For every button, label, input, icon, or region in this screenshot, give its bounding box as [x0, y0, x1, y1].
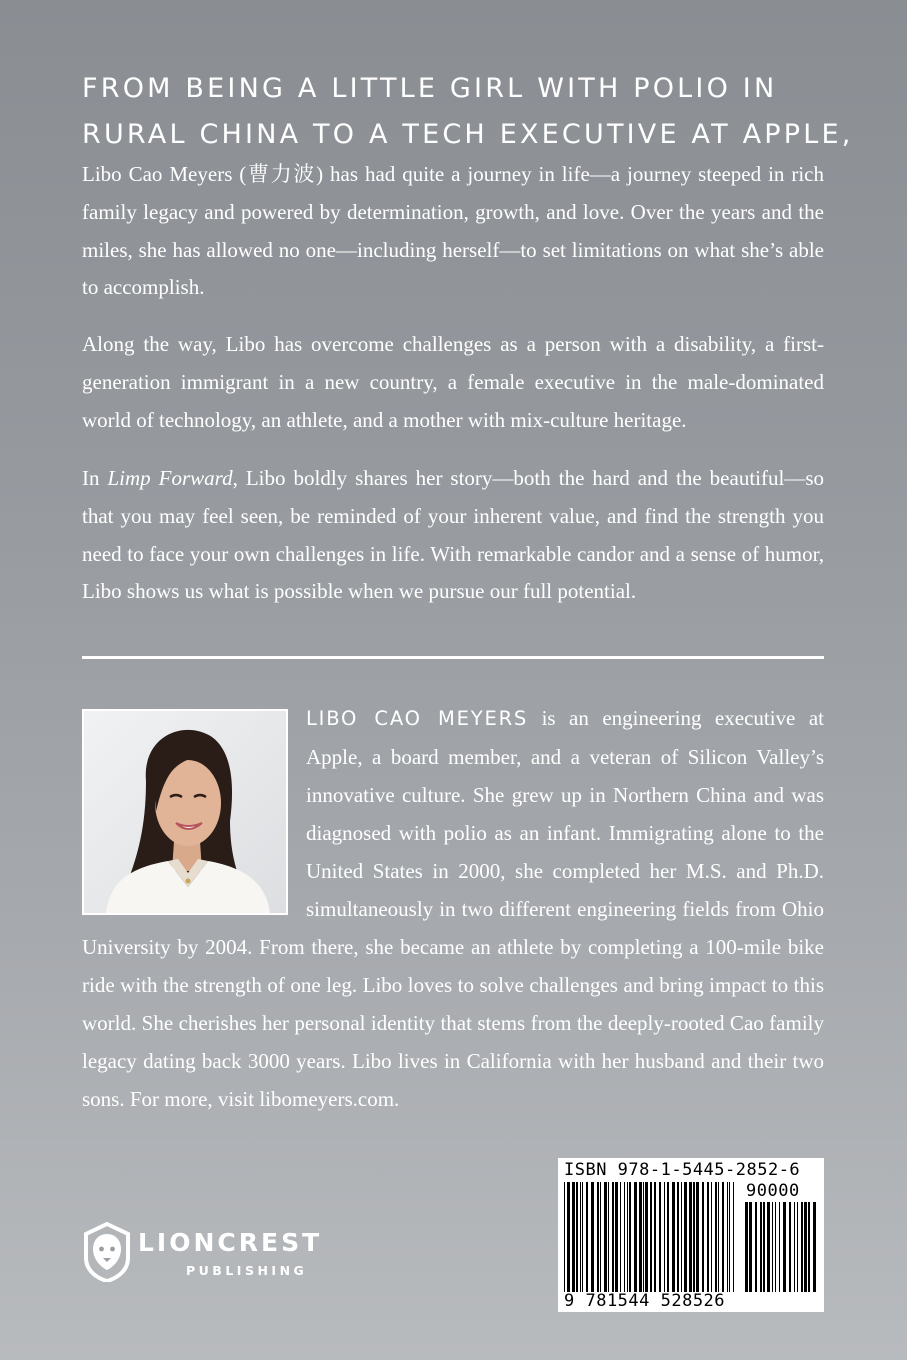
barcode-bar: [620, 1182, 621, 1292]
headline-line-2: RURAL CHINA TO A TECH EXECUTIVE AT APPLE,: [82, 119, 854, 150]
barcode-bar: [801, 1202, 803, 1292]
barcode-bar: [794, 1202, 795, 1292]
author-name: LIBO CAO MEYERS: [306, 707, 529, 730]
author-bio: [82, 699, 824, 1118]
ean-digits: 9 781544 528526: [564, 1291, 726, 1311]
barcode-bar: [572, 1182, 575, 1292]
publisher-name: LIONCREST: [138, 1228, 323, 1257]
barcode-bar: [634, 1182, 637, 1292]
barcode-bar: [749, 1202, 752, 1292]
price-addon-number: 90000: [746, 1181, 800, 1201]
barcode-bar: [627, 1182, 628, 1292]
barcode-bar: [582, 1182, 583, 1292]
barcode-bar: [715, 1182, 717, 1292]
book-title: Limp Forward: [107, 466, 233, 490]
barcode-bar: [681, 1182, 682, 1292]
barcode-bar: [650, 1182, 652, 1292]
barcode-bar: [689, 1182, 692, 1292]
isbn-number: ISBN 978-1-5445-2852-6: [564, 1160, 801, 1180]
publisher-logo: [82, 1222, 372, 1284]
barcode-bar: [718, 1182, 719, 1292]
barcode-bar: [629, 1182, 631, 1292]
barcode-bar: [789, 1202, 791, 1292]
barcode-bar: [604, 1182, 607, 1292]
barcode-bar: [586, 1182, 588, 1292]
description-paragraph-2: Along the way, Libo has overcome challenges as a person with a disability, a first-generation immigrant in a new country, a female executive in the male-dominated world of technology, an athlete, and a mother with mix-culture heritage.: [82, 332, 824, 432]
barcode-bar: [696, 1182, 699, 1292]
barcode-bar: [760, 1202, 762, 1292]
description-paragraph-3: [82, 460, 824, 611]
barcode-bar: [667, 1182, 669, 1292]
barcode-bar: [693, 1182, 695, 1292]
barcode-bar: [612, 1182, 614, 1292]
barcode-bar: [727, 1182, 728, 1292]
barcode-bar: [797, 1202, 798, 1292]
barcode-bar: [576, 1182, 578, 1292]
barcode-bar: [783, 1202, 786, 1292]
barcode-bar: [591, 1182, 594, 1292]
photo-text-wrap: [82, 699, 306, 925]
barcode-bar: [597, 1182, 599, 1292]
barcode-bar: [677, 1182, 679, 1292]
barcode-bar: [804, 1202, 807, 1292]
barcode-bar: [659, 1182, 661, 1292]
barcode-bar: [745, 1202, 748, 1292]
barcode-bar: [564, 1182, 565, 1292]
barcode-bar: [645, 1182, 648, 1292]
barcode-bar: [615, 1182, 618, 1292]
barcode-bar: [733, 1182, 734, 1292]
barcode-bar: [639, 1182, 642, 1292]
barcode-bar: [580, 1182, 581, 1292]
barcode-bar: [729, 1182, 730, 1292]
author-bio-text: is an engineering executive at Apple, a board member, and a veteran of Silicon Valley’s innovative culture. She grew up in Northern China and was diagnosed with polio as an infant. Immigrating alone to the United States in 2000, she completed her M.S. and Ph.D. simultaneously in two different engineering fields from Ohio University by 2004. From there, she became an athlete by completing a 100-mile bike ride with the strength of one leg. Libo loves to solve challenges and bring impact to this world. She cherishes her personal identity that stems from the deeply-rooted Cao family legacy dating back 3000 years. Libo lives in California with her husband and their two sons. For more, visit libomeyers.com.: [82, 706, 825, 1111]
divider-rule: [82, 656, 824, 659]
barcode-bar: [779, 1202, 780, 1292]
headline: [82, 66, 854, 158]
barcode-bar: [600, 1182, 601, 1292]
isbn-barcode: [558, 1158, 824, 1312]
barcode-bar: [672, 1182, 675, 1292]
barcode-bar: [707, 1182, 709, 1292]
price-addon-bars: [745, 1202, 818, 1292]
barcode-bar: [684, 1182, 687, 1292]
barcode-bar: [608, 1182, 609, 1292]
barcode-bar: [767, 1202, 770, 1292]
barcode-bar: [702, 1182, 704, 1292]
p3-lead: In: [82, 466, 108, 490]
p3-body: , Libo boldly shares her story—both the hard and the beautiful—so that you may feel seen, be reminded of your inherent value, and find the strength you need to face your own challenges in life. With remarkable candor and a sense of humor, Libo shows us what is possible when we pursue our full potential.: [82, 466, 824, 604]
barcode-bar: [567, 1182, 570, 1292]
description-paragraph-1: Libo Cao Meyers (曹力波) has had quite a journey in life—a journey steeped in rich family legacy and powered by determination, growth, and love. Over the years and the miles, she has allowed no one—including herself—to set limitations on what she’s able to accomplish.: [82, 162, 824, 300]
barcode-bar: [755, 1202, 757, 1292]
publisher-subtitle: PUBLISHING: [186, 1263, 308, 1278]
barcode-bar: [775, 1202, 776, 1292]
barcode-bar: [772, 1202, 773, 1292]
barcode-bar: [643, 1182, 644, 1292]
barcode-bar: [664, 1182, 665, 1292]
barcode-bar: [813, 1202, 816, 1292]
barcode-bar: [711, 1182, 712, 1292]
barcode-bar: [763, 1202, 765, 1292]
barcode-bar: [722, 1182, 724, 1292]
lion-head-icon: [82, 1222, 132, 1282]
barcode-bar: [624, 1182, 625, 1292]
headline-line-1: FROM BEING A LITTLE GIRL WITH POLIO IN: [82, 73, 778, 104]
barcode-bar: [808, 1202, 810, 1292]
barcode-bars: [564, 1182, 734, 1292]
barcode-bar: [654, 1182, 656, 1292]
